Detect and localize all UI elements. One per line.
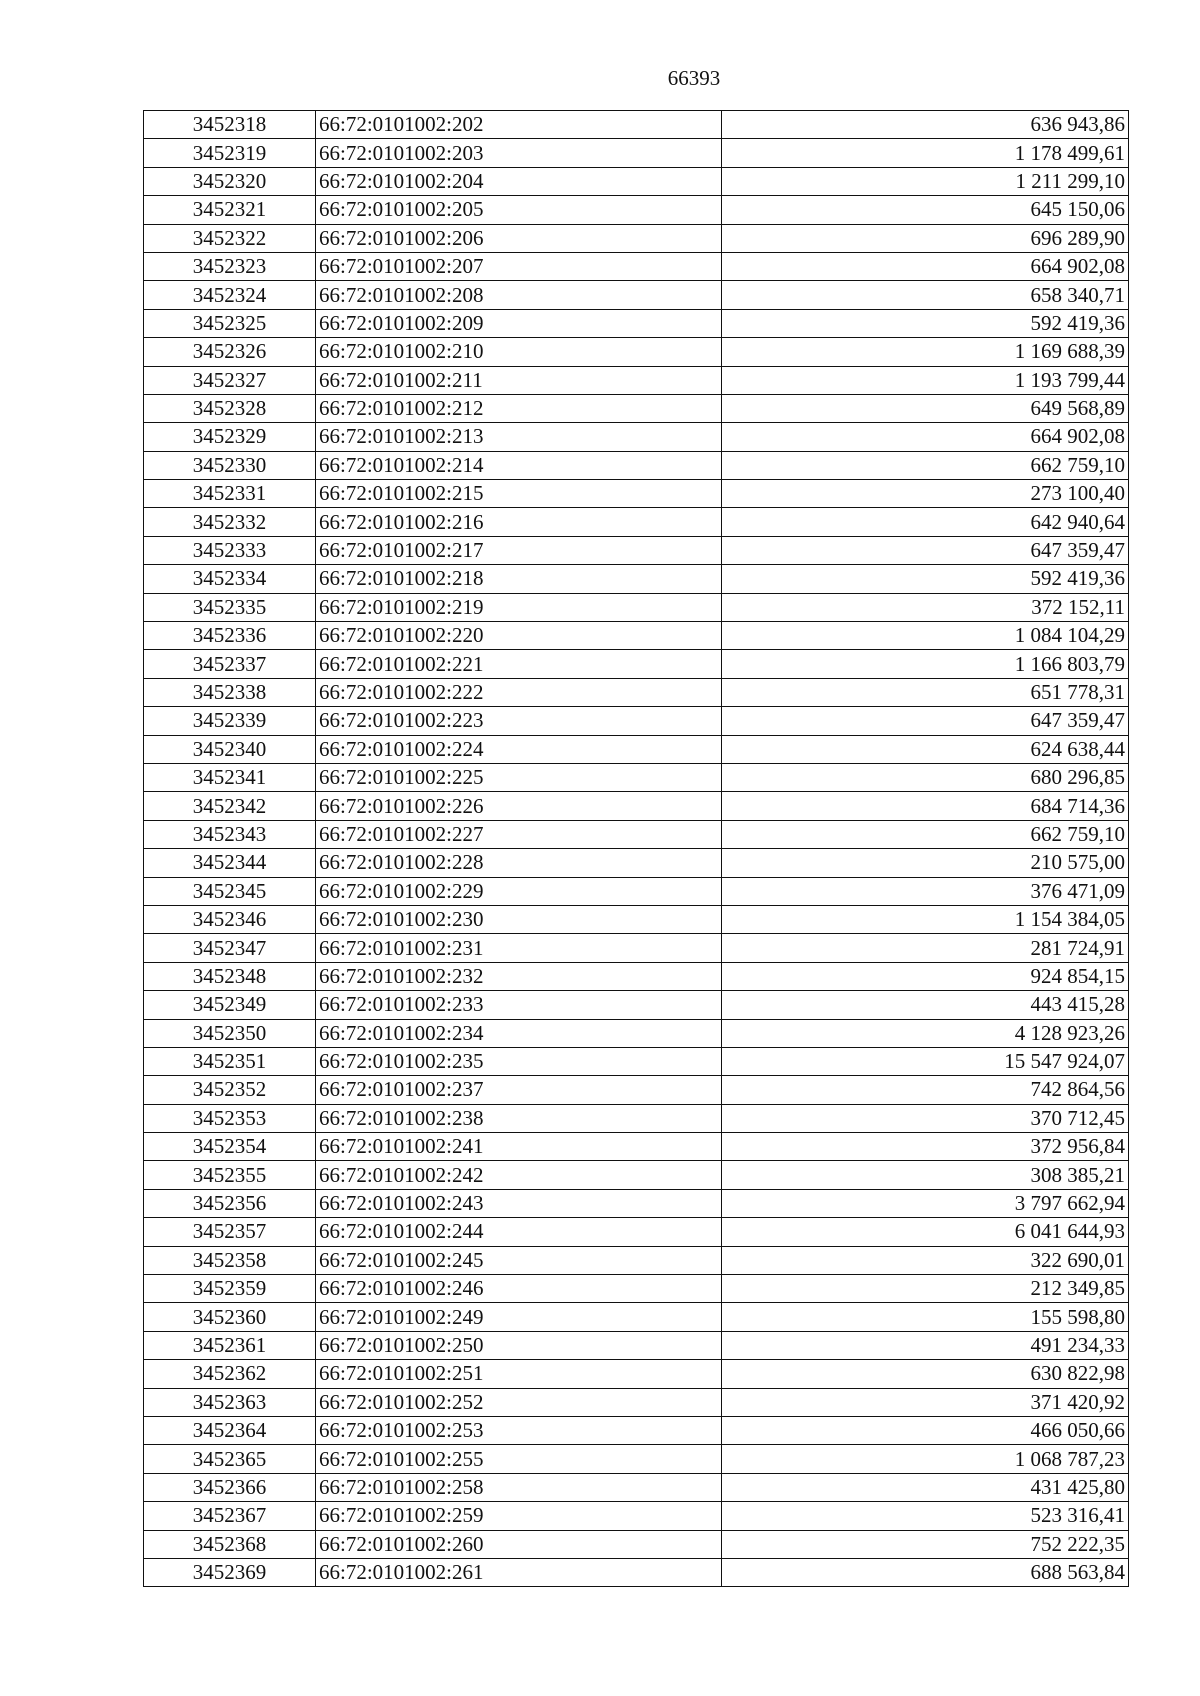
- cadastral-number-cell: 66:72:0101002:211: [316, 366, 722, 394]
- cadastral-value-cell: 592 419,36: [722, 309, 1129, 337]
- table-row: [144, 196, 1129, 224]
- row-number-cell: 3452343: [144, 820, 316, 848]
- cadastral-value-cell: 281 724,91: [722, 934, 1129, 962]
- cadastral-value-cell: 372 956,84: [722, 1133, 1129, 1161]
- cadastral-value-cell: 1 211 299,10: [722, 167, 1129, 195]
- row-number-cell: 3452345: [144, 877, 316, 905]
- cadastral-number-cell: 66:72:0101002:204: [316, 167, 722, 195]
- cadastral-value-cell: 155 598,80: [722, 1303, 1129, 1331]
- cadastral-value-cell: 1 166 803,79: [722, 650, 1129, 678]
- row-number-cell: 3452338: [144, 678, 316, 706]
- table-body: [144, 111, 1129, 1587]
- cadastral-value-cell: 1 193 799,44: [722, 366, 1129, 394]
- cadastral-number-cell: 66:72:0101002:255: [316, 1445, 722, 1473]
- row-number-cell: 3452365: [144, 1445, 316, 1473]
- row-number-cell: 3452361: [144, 1331, 316, 1359]
- cadastral-number-cell: 66:72:0101002:231: [316, 934, 722, 962]
- cadastral-number-cell: 66:72:0101002:207: [316, 252, 722, 280]
- cadastral-value-cell: 371 420,92: [722, 1388, 1129, 1416]
- row-number-cell: 3452334: [144, 565, 316, 593]
- cadastral-value-cell: 370 712,45: [722, 1104, 1129, 1132]
- cadastral-number-cell: 66:72:0101002:230: [316, 905, 722, 933]
- row-number-cell: 3452336: [144, 622, 316, 650]
- cadastral-number-cell: 66:72:0101002:222: [316, 678, 722, 706]
- table-row: [144, 565, 1129, 593]
- table-row: [144, 309, 1129, 337]
- cadastral-value-cell: 1 154 384,05: [722, 905, 1129, 933]
- row-number-cell: 3452353: [144, 1104, 316, 1132]
- cadastral-value-cell: 630 822,98: [722, 1360, 1129, 1388]
- row-number-cell: 3452329: [144, 423, 316, 451]
- table-row: [144, 1189, 1129, 1217]
- row-number-cell: 3452319: [144, 139, 316, 167]
- cadastral-number-cell: 66:72:0101002:232: [316, 962, 722, 990]
- row-number-cell: 3452354: [144, 1133, 316, 1161]
- cadastral-number-cell: 66:72:0101002:244: [316, 1218, 722, 1246]
- row-number-cell: 3452344: [144, 849, 316, 877]
- table-row: [144, 451, 1129, 479]
- table-row: [144, 678, 1129, 706]
- cadastral-value-cell: 523 316,41: [722, 1502, 1129, 1530]
- table-row: [144, 593, 1129, 621]
- cadastral-number-cell: 66:72:0101002:218: [316, 565, 722, 593]
- table-row: [144, 792, 1129, 820]
- cadastral-number-cell: 66:72:0101002:261: [316, 1558, 722, 1586]
- cadastral-number-cell: 66:72:0101002:206: [316, 224, 722, 252]
- table-row: [144, 480, 1129, 508]
- page-number: 66393: [667, 66, 721, 90]
- cadastral-number-cell: 66:72:0101002:219: [316, 593, 722, 621]
- cadastral-number-cell: 66:72:0101002:212: [316, 394, 722, 422]
- cadastral-value-cell: 651 778,31: [722, 678, 1129, 706]
- cadastral-value-cell: 636 943,86: [722, 111, 1129, 139]
- row-number-cell: 3452322: [144, 224, 316, 252]
- cadastral-value-cell: 752 222,35: [722, 1530, 1129, 1558]
- cadastral-value-cell: 664 902,08: [722, 252, 1129, 280]
- table-row: [144, 1161, 1129, 1189]
- table-row: [144, 1133, 1129, 1161]
- table-row: [144, 394, 1129, 422]
- table-row: [144, 820, 1129, 848]
- row-number-cell: 3452320: [144, 167, 316, 195]
- row-number-cell: 3452364: [144, 1416, 316, 1444]
- cadastral-value-cell: 322 690,01: [722, 1246, 1129, 1274]
- cadastral-number-cell: 66:72:0101002:210: [316, 338, 722, 366]
- cadastral-number-cell: 66:72:0101002:251: [316, 1360, 722, 1388]
- cadastral-value-cell: 491 234,33: [722, 1331, 1129, 1359]
- table-row: [144, 1473, 1129, 1501]
- table-row: [144, 508, 1129, 536]
- row-number-cell: 3452367: [144, 1502, 316, 1530]
- cadastral-number-cell: 66:72:0101002:225: [316, 763, 722, 791]
- cadastral-number-cell: 66:72:0101002:250: [316, 1331, 722, 1359]
- table-row: [144, 252, 1129, 280]
- cadastral-value-cell: 443 415,28: [722, 991, 1129, 1019]
- row-number-cell: 3452363: [144, 1388, 316, 1416]
- cadastral-number-cell: 66:72:0101002:229: [316, 877, 722, 905]
- row-number-cell: 3452355: [144, 1161, 316, 1189]
- cadastral-value-cell: 1 068 787,23: [722, 1445, 1129, 1473]
- cadastral-number-cell: 66:72:0101002:241: [316, 1133, 722, 1161]
- cadastral-value-cell: 642 940,64: [722, 508, 1129, 536]
- cadastral-value-cell: 688 563,84: [722, 1558, 1129, 1586]
- row-number-cell: 3452358: [144, 1246, 316, 1274]
- table-row: [144, 281, 1129, 309]
- row-number-cell: 3452332: [144, 508, 316, 536]
- row-number-cell: 3452360: [144, 1303, 316, 1331]
- row-number-cell: 3452327: [144, 366, 316, 394]
- cadastral-number-cell: 66:72:0101002:246: [316, 1275, 722, 1303]
- cadastral-number-cell: 66:72:0101002:224: [316, 735, 722, 763]
- table-row: [144, 536, 1129, 564]
- row-number-cell: 3452356: [144, 1189, 316, 1217]
- cadastral-value-cell: 624 638,44: [722, 735, 1129, 763]
- cadastral-number-cell: 66:72:0101002:243: [316, 1189, 722, 1217]
- row-number-cell: 3452362: [144, 1360, 316, 1388]
- row-number-cell: 3452323: [144, 252, 316, 280]
- table-row: [144, 735, 1129, 763]
- cadastral-number-cell: 66:72:0101002:233: [316, 991, 722, 1019]
- row-number-cell: 3452368: [144, 1530, 316, 1558]
- row-number-cell: 3452348: [144, 962, 316, 990]
- row-number-cell: 3452369: [144, 1558, 316, 1586]
- row-number-cell: 3452326: [144, 338, 316, 366]
- cadastral-number-cell: 66:72:0101002:260: [316, 1530, 722, 1558]
- row-number-cell: 3452366: [144, 1473, 316, 1501]
- cadastral-value-cell: 647 359,47: [722, 536, 1129, 564]
- cadastral-number-cell: 66:72:0101002:203: [316, 139, 722, 167]
- table-row: [144, 1558, 1129, 1586]
- cadastral-value-cell: 4 128 923,26: [722, 1019, 1129, 1047]
- cadastral-number-cell: 66:72:0101002:259: [316, 1502, 722, 1530]
- table-row: [144, 1331, 1129, 1359]
- row-number-cell: 3452347: [144, 934, 316, 962]
- cadastral-value-cell: 1 169 688,39: [722, 338, 1129, 366]
- table-row: [144, 905, 1129, 933]
- cadastral-value-cell: 658 340,71: [722, 281, 1129, 309]
- cadastral-value-cell: 15 547 924,07: [722, 1047, 1129, 1075]
- cadastral-value-cell: 273 100,40: [722, 480, 1129, 508]
- row-number-cell: 3452325: [144, 309, 316, 337]
- cadastral-number-cell: 66:72:0101002:209: [316, 309, 722, 337]
- cadastral-number-cell: 66:72:0101002:215: [316, 480, 722, 508]
- table-row: [144, 1019, 1129, 1047]
- cadastral-value-cell: 924 854,15: [722, 962, 1129, 990]
- cadastral-number-cell: 66:72:0101002:242: [316, 1161, 722, 1189]
- table-row: [144, 1104, 1129, 1132]
- cadastral-number-cell: 66:72:0101002:205: [316, 196, 722, 224]
- table-row: [144, 1047, 1129, 1075]
- row-number-cell: 3452340: [144, 735, 316, 763]
- row-number-cell: 3452328: [144, 394, 316, 422]
- row-number-cell: 3452351: [144, 1047, 316, 1075]
- row-number-cell: 3452331: [144, 480, 316, 508]
- row-number-cell: 3452359: [144, 1275, 316, 1303]
- row-number-cell: 3452321: [144, 196, 316, 224]
- table-row: [144, 991, 1129, 1019]
- cadastral-value-cell: 3 797 662,94: [722, 1189, 1129, 1217]
- table-row: [144, 1275, 1129, 1303]
- table-row: [144, 167, 1129, 195]
- table-row: [144, 763, 1129, 791]
- table-row: [144, 1388, 1129, 1416]
- cadastral-number-cell: 66:72:0101002:226: [316, 792, 722, 820]
- table-row: [144, 1076, 1129, 1104]
- row-number-cell: 3452333: [144, 536, 316, 564]
- row-number-cell: 3452357: [144, 1218, 316, 1246]
- cadastral-value-cell: 6 041 644,93: [722, 1218, 1129, 1246]
- cadastral-value-cell: 376 471,09: [722, 877, 1129, 905]
- cadastral-number-cell: 66:72:0101002:252: [316, 1388, 722, 1416]
- table-row: [144, 423, 1129, 451]
- row-number-cell: 3452341: [144, 763, 316, 791]
- cadastral-number-cell: 66:72:0101002:202: [316, 111, 722, 139]
- row-number-cell: 3452349: [144, 991, 316, 1019]
- cadastral-number-cell: 66:72:0101002:238: [316, 1104, 722, 1132]
- cadastral-number-cell: 66:72:0101002:214: [316, 451, 722, 479]
- cadastral-value-cell: 742 864,56: [722, 1076, 1129, 1104]
- cadastral-number-cell: 66:72:0101002:253: [316, 1416, 722, 1444]
- table-row: [144, 962, 1129, 990]
- cadastral-value-cell: 684 714,36: [722, 792, 1129, 820]
- row-number-cell: 3452342: [144, 792, 316, 820]
- cadastral-value-cell: 662 759,10: [722, 451, 1129, 479]
- cadastral-value-cell: 372 152,11: [722, 593, 1129, 621]
- row-number-cell: 3452352: [144, 1076, 316, 1104]
- page-number-container: [0, 66, 1200, 91]
- cadastral-value-cell: 1 084 104,29: [722, 622, 1129, 650]
- table-row: [144, 877, 1129, 905]
- table-row: [144, 934, 1129, 962]
- cadastral-number-cell: 66:72:0101002:249: [316, 1303, 722, 1331]
- cadastral-value-cell: 664 902,08: [722, 423, 1129, 451]
- cadastral-number-cell: 66:72:0101002:237: [316, 1076, 722, 1104]
- cadastral-value-cell: 466 050,66: [722, 1416, 1129, 1444]
- table-row: [144, 622, 1129, 650]
- row-number-cell: 3452324: [144, 281, 316, 309]
- cadastral-value-cell: 645 150,06: [722, 196, 1129, 224]
- row-number-cell: 3452330: [144, 451, 316, 479]
- table-row: [144, 650, 1129, 678]
- table-row: [144, 111, 1129, 139]
- cadastral-value-cell: 662 759,10: [722, 820, 1129, 848]
- cadastral-value-cell: 592 419,36: [722, 565, 1129, 593]
- cadastral-number-cell: 66:72:0101002:213: [316, 423, 722, 451]
- table-row: [144, 1445, 1129, 1473]
- table-row: [144, 224, 1129, 252]
- cadastral-value-table: [143, 110, 1129, 1587]
- table-row: [144, 1246, 1129, 1274]
- table-row: [144, 1502, 1129, 1530]
- row-number-cell: 3452346: [144, 905, 316, 933]
- table-row: [144, 707, 1129, 735]
- cadastral-number-cell: 66:72:0101002:216: [316, 508, 722, 536]
- cadastral-number-cell: 66:72:0101002:245: [316, 1246, 722, 1274]
- cadastral-number-cell: 66:72:0101002:228: [316, 849, 722, 877]
- cadastral-number-cell: 66:72:0101002:221: [316, 650, 722, 678]
- cadastral-value-cell: 696 289,90: [722, 224, 1129, 252]
- cadastral-value-cell: 649 568,89: [722, 394, 1129, 422]
- row-number-cell: 3452350: [144, 1019, 316, 1047]
- table-row: [144, 338, 1129, 366]
- table-row: [144, 366, 1129, 394]
- cadastral-number-cell: 66:72:0101002:234: [316, 1019, 722, 1047]
- cadastral-value-cell: 1 178 499,61: [722, 139, 1129, 167]
- cadastral-value-cell: 308 385,21: [722, 1161, 1129, 1189]
- table-row: [144, 1530, 1129, 1558]
- table-row: [144, 1360, 1129, 1388]
- cadastral-number-cell: 66:72:0101002:235: [316, 1047, 722, 1075]
- cadastral-value-cell: 210 575,00: [722, 849, 1129, 877]
- row-number-cell: 3452318: [144, 111, 316, 139]
- row-number-cell: 3452335: [144, 593, 316, 621]
- cadastral-value-cell: 212 349,85: [722, 1275, 1129, 1303]
- cadastral-value-cell: 647 359,47: [722, 707, 1129, 735]
- table-row: [144, 139, 1129, 167]
- row-number-cell: 3452339: [144, 707, 316, 735]
- table-row: [144, 849, 1129, 877]
- cadastral-number-cell: 66:72:0101002:220: [316, 622, 722, 650]
- cadastral-number-cell: 66:72:0101002:217: [316, 536, 722, 564]
- cadastral-number-cell: 66:72:0101002:208: [316, 281, 722, 309]
- cadastral-number-cell: 66:72:0101002:227: [316, 820, 722, 848]
- cadastral-value-cell: 431 425,80: [722, 1473, 1129, 1501]
- table-row: [144, 1416, 1129, 1444]
- cadastral-number-cell: 66:72:0101002:223: [316, 707, 722, 735]
- row-number-cell: 3452337: [144, 650, 316, 678]
- cadastral-value-cell: 680 296,85: [722, 763, 1129, 791]
- cadastral-number-cell: 66:72:0101002:258: [316, 1473, 722, 1501]
- table-row: [144, 1218, 1129, 1246]
- table-row: [144, 1303, 1129, 1331]
